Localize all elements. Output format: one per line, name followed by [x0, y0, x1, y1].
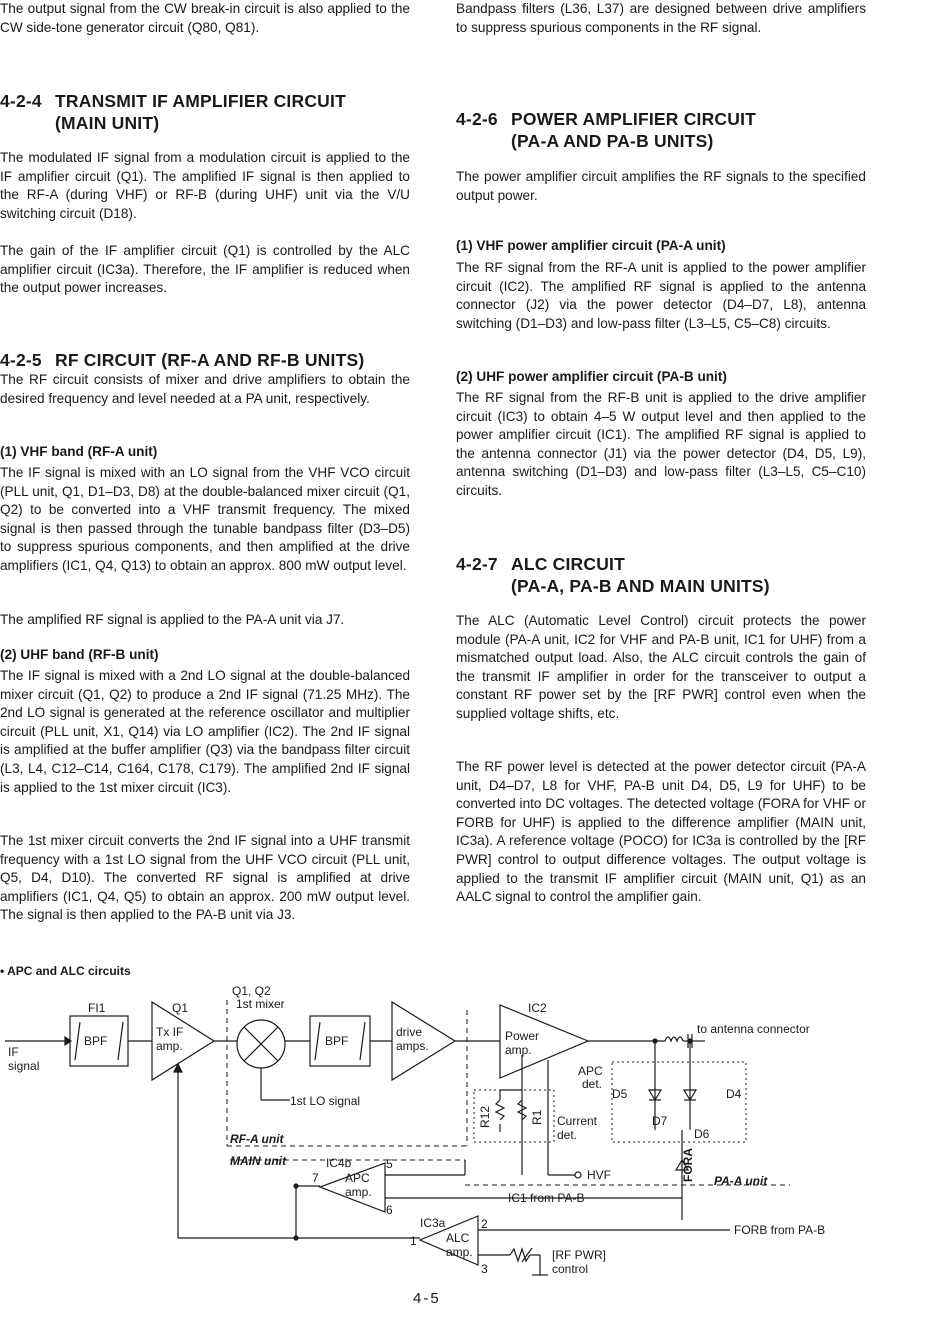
- txif-amp-label: amp.: [156, 1039, 183, 1053]
- bpf-slash-right: [360, 1022, 365, 1060]
- apc-det-label-2: det.: [582, 1077, 603, 1091]
- rf-a-unit-label: RF-A unit: [230, 1132, 284, 1146]
- junction-dot: [653, 1039, 657, 1043]
- hvf-label: HVF: [587, 1168, 611, 1182]
- bpf-slash-left: [315, 1022, 320, 1060]
- para-4-2-6-1: The power amplifier circuit amplifies the RF signals to the specified output power.: [456, 169, 866, 203]
- d6-label: D6: [694, 1127, 710, 1141]
- d7-label: D7: [652, 1114, 668, 1128]
- power-amp-label: amp.: [505, 1043, 532, 1057]
- mixer-label: 1st mixer: [236, 997, 285, 1011]
- para-4-2-4-2: The gain of the IF amplifier circuit (Q1) is controlled by the ALC amplifier circuit (IC3a). Therefore, the IF amplifier is reduced when the output power increases.: [0, 243, 410, 296]
- subheading-vhf-band: (1) VHF band (RF-A unit): [0, 444, 158, 459]
- d5-label: D5: [612, 1087, 628, 1101]
- drive-label: drive: [396, 1025, 423, 1039]
- bpf2-label: BPF: [325, 1034, 349, 1048]
- para-4-2-5-2: The IF signal is mixed with an LO signal from the VHF VCO circuit (PLL unit, Q1, D1–D3, D8) at the double-balanced mixer circuit (Q1, Q2) to be converted into a VHF transmit frequency. The mixed signal is then passed through the tunable bandpass filter (D3–D5) to suppress spurious components, and then amplified at the drive amplifiers (IC1, Q4, Q13) to obtain an approx. 800 mW output level.: [0, 465, 410, 573]
- heading-4-2-4: 4-2-4 TRANSMIT IF AMPLIFIER CIRCUIT (MAIN UNIT): [0, 91, 346, 133]
- heading-4-2-5: 4-2-5 RF CIRCUIT (RF-A AND RF-B UNITS): [0, 350, 365, 370]
- r12-resistor: [496, 1100, 504, 1120]
- ic3a-label: IC3a: [420, 1216, 446, 1230]
- pin-5: 5: [386, 1157, 393, 1171]
- forb-label: FORB from PA-B: [734, 1223, 826, 1237]
- pin-7: 7: [312, 1171, 319, 1185]
- main-unit-label: MAIN unit: [230, 1154, 286, 1168]
- para-4-2-7-2: The RF power level is detected at the power detector circuit (PA-A unit, D4–D7, L8 for VHF, PA-B unit D4, D5, L9 for UHF) to be converted into DC voltages. The detected voltage (FORA for VHF or FORB for UHF) is applied to the difference amplifier (MAIN unit, IC3a). A reference voltage (POCO) for IC3a is controlled by the [RF PWR] control to output difference voltages. The output voltage is applied to the transmit IF amplifier circuit (MAIN unit, Q1) as an AALC signal to control the amplifier gain.: [456, 759, 866, 905]
- if-signal-label: signal: [8, 1059, 40, 1073]
- power-label: Power: [505, 1029, 540, 1043]
- alc-amp-label-2: amp.: [446, 1245, 473, 1259]
- subheading-uhf-pa: (2) UHF power amplifier circuit (PA-B unit): [456, 369, 727, 384]
- para-4-2-5-3: The amplified RF signal is applied to the PA-A unit via J7.: [0, 612, 345, 627]
- alc-amp-label: ALC: [446, 1231, 470, 1245]
- if-label: IF: [8, 1045, 19, 1059]
- lo-label: 1st LO signal: [290, 1094, 361, 1108]
- bpf-fi1-slash-left: [75, 1022, 80, 1060]
- apc-det-box: [612, 1062, 746, 1142]
- para-4-2-5-4: The IF signal is mixed with a 2nd LO signal at the double-balanced mixer circuit (Q1, Q2) to produce a 2nd IF signal (71.25 MHz). The 2nd LO signal is generated at the reference oscillator and multiplier circuit (PLL unit, X1, Q14) via LO amplifier (IC2). The 2nd IF signal is amplified at the buffer amplifier (Q3) via the bandpass filter circuit (L3, L4, C12–C14, C164, C178, C179). The amplified 2nd IF signal is applied to the 1st mixer circuit (IC3).: [0, 668, 410, 795]
- drive-amps-label: amps.: [396, 1039, 429, 1053]
- ic2-label: IC2: [528, 1001, 547, 1015]
- apc-amp-label: APC: [345, 1171, 370, 1185]
- right-intro: Bandpass filters (L36, L37) are designed between drive amplifiers to suppress spurious components in the RF signal.: [456, 1, 866, 35]
- para-4-2-5-5: The 1st mixer circuit converts the 2nd IF signal into a UHF transmit frequency with a 1st LO signal from the UHF VCO circuit (PLL unit, Q5, D4, D10). The converted RF signal is amplified at drive amplifiers (IC1, Q4, Q5) to obtain an approx. 200 mW output level. The signal is then applied to the PA-B unit via J3.: [0, 833, 410, 923]
- apc-alc-block-diagram: [0, 960, 950, 1276]
- pa-a-unit-label: PA-A unit: [714, 1174, 768, 1188]
- pin-6: 6: [386, 1203, 393, 1217]
- pin-2: 2: [481, 1217, 488, 1231]
- para-4-2-6-3: The RF signal from the RF-B unit is applied to the drive amplifier circuit (IC3) to obtain 4–5 W output level and then applied to the power amplifier circuit (IC1). The amplified RF signal is applied to the antenna connector (J1) via the power detector (D4, D5, L9), antenna switching (D1–D3) and low-pass filter (L3–L5, C5–C10) circuits.: [456, 390, 866, 498]
- current-det-label: det.: [557, 1128, 578, 1142]
- rf-pwr-control-label: control: [552, 1262, 589, 1276]
- hvf-terminal: [575, 1172, 581, 1178]
- ic4b-label: IC4b: [326, 1156, 352, 1170]
- r1-label: R1: [530, 1109, 544, 1125]
- q1q2-label: Q1, Q2: [232, 984, 271, 998]
- para-4-2-7-1: The ALC (Automatic Level Control) circuit protects the power module (PA-A unit, IC2 for VHF and PA-B unit, IC1 for UHF) from a mismatched output load. Also, the ALC circuit controls the gain of the transmit IF amplifier in order for the transceiver to output a constant RF power set by the [RF PWR] control even when the supplied voltage shifts, etc.: [456, 613, 866, 721]
- r12-label: R12: [478, 1105, 492, 1128]
- para-4-2-4-1: The modulated IF signal from a modulation circuit is applied to the IF amplifier circuit (Q1). The amplified IF signal is then applied to the RF-A (during VHF) or RF-B (during UHF) unit via the V/U switching circuit (D18).: [0, 150, 410, 221]
- bpf-fi1-slash-right: [118, 1022, 123, 1060]
- fora-label: FORA: [681, 1148, 695, 1182]
- d4-label: D4: [726, 1087, 742, 1101]
- pin-3: 3: [481, 1262, 488, 1276]
- subheading-uhf-band: (2) UHF band (RF-B unit): [0, 647, 159, 662]
- left-intro: The output signal from the CW break-in circuit is also applied to the CW side-tone generator circuit (Q80, Q81).: [0, 1, 410, 35]
- current-label: Current: [557, 1114, 598, 1128]
- junction-dot: [294, 1184, 298, 1188]
- para-4-2-6-2: The RF signal from the RF-A unit is applied to the power amplifier circuit (IC2). The amplified RF signal is applied to the antenna connector (J2) via the power detector (D4–D7, L8), antenna switching (D1–D3) and low-pass filter (L3–L5, C5–C8) circuits.: [456, 260, 866, 331]
- junction-dot: [294, 1236, 298, 1240]
- ic1-from-pab-label: IC1 from PA-B: [508, 1191, 585, 1205]
- heading-4-2-7: 4-2-7 ALC CIRCUIT (PA-A, PA-B AND MAIN UNITS): [456, 554, 770, 596]
- junction-dot: [688, 1039, 692, 1043]
- fi1-label: FI1: [88, 1001, 106, 1015]
- apc-amp-label-2: amp.: [345, 1185, 372, 1199]
- para-4-2-5-1: The RF circuit consists of mixer and drive amplifiers to obtain the desired frequency and level needed at a PA unit, respectively.: [0, 372, 410, 406]
- q1-label: Q1: [172, 1001, 189, 1015]
- antenna-label: to antenna connector: [697, 1022, 810, 1036]
- txif-label: Tx IF: [156, 1025, 184, 1039]
- apc-det-label: APC: [578, 1064, 603, 1078]
- subheading-vhf-pa: (1) VHF power amplifier circuit (PA-A unit): [456, 238, 726, 253]
- rf-pwr-label: [RF PWR]: [552, 1248, 606, 1262]
- page-number: 4-5: [413, 1290, 441, 1307]
- pin-1: 1: [410, 1234, 417, 1248]
- heading-4-2-6: 4-2-6 POWER AMPLIFIER CIRCUIT (PA-A AND PA-B UNITS): [456, 109, 757, 151]
- diagram-caption: • APC and ALC circuits: [0, 964, 131, 978]
- bpf1-label: BPF: [84, 1034, 108, 1048]
- coil-symbol: [665, 1037, 683, 1041]
